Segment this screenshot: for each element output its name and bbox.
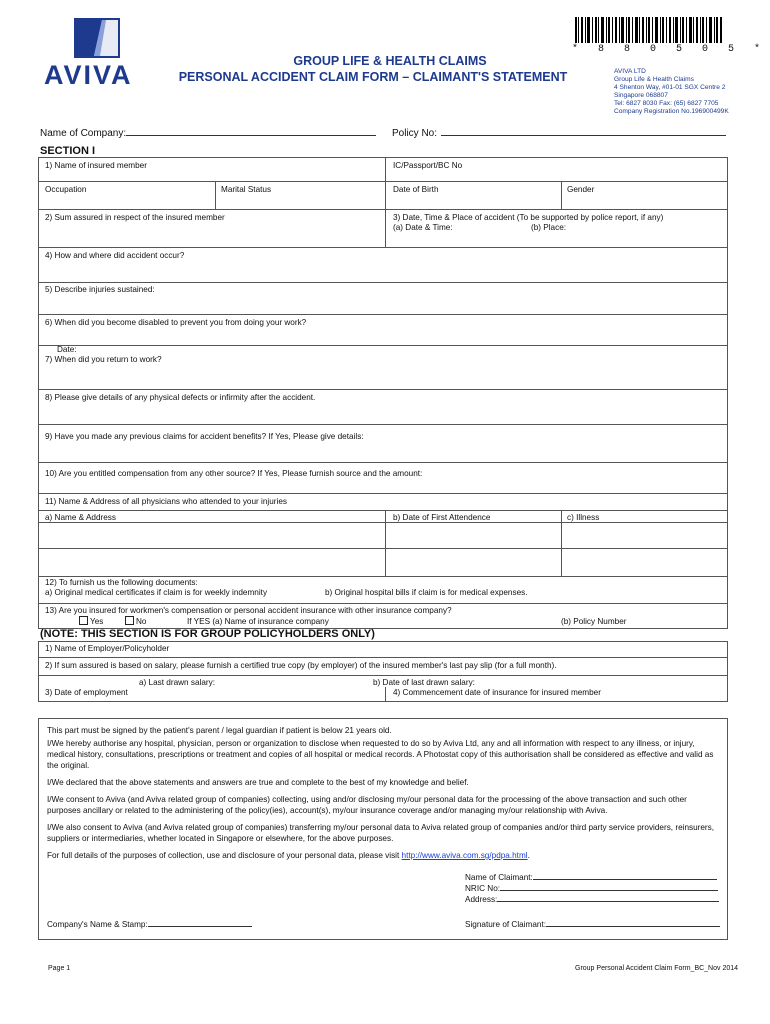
q2-sum-assured-label: 2) Sum assured in respect of the insured member <box>45 213 225 222</box>
claimant-name-field[interactable] <box>465 872 717 883</box>
address-line-input[interactable] <box>497 894 719 902</box>
q12-documents-label: 12) To furnish us the following documents: <box>45 578 198 587</box>
q4-how-where-label: 4) How and where did accident occur? <box>45 251 185 260</box>
company-name-field[interactable] <box>40 126 376 139</box>
q11-physicians-label: 11) Name & Address of all physicians who attended to your injuries <box>45 497 287 506</box>
ic-passport-label: IC/Passport/BC No <box>393 161 463 170</box>
authorisation-paragraph: I/We hereby authorise any hospital, physician, person or organization to disclose when requested to do so by Aviva Ltd, any and all information with respect to any illness, or injury, medical history, consultations, prescriptions or treatment and copies of all hospital or medical records. A Photostat copy of this authorisation shall be considered as effective and valid as the original. <box>47 739 714 770</box>
date-of-birth-label: Date of Birth <box>393 185 439 194</box>
q6-date-label: Date: <box>57 345 77 354</box>
q13b-policy-number-label: (b) Policy Number <box>561 617 627 626</box>
company-name-label: Name of Company: <box>40 128 127 139</box>
company-address <box>614 68 764 117</box>
yes-label: Yes <box>90 617 104 626</box>
company-stamp-line[interactable] <box>148 919 252 927</box>
q3-accident-label: 3) Date, Time & Place of accident (To be supported by police report, if any) <box>393 213 664 222</box>
date-of-employment-label: 3) Date of employment <box>45 688 128 697</box>
address-line: Singapore 068807 <box>614 92 668 100</box>
q7-return-label: 7) When did you return to work? <box>45 355 162 364</box>
form-reference: Group Personal Accident Claim Form_BC_Nov 2014 <box>575 965 739 972</box>
pdpa-text-end: . <box>527 851 530 860</box>
aviva-logo-text: AVIVA <box>44 60 133 90</box>
pdpa-paragraph <box>47 850 719 861</box>
q12a-medical-certificates-label: a) Original medical certificates if claim is for weekly indemnity <box>45 588 268 597</box>
company-stamp-field[interactable] <box>47 919 252 930</box>
aviva-logo-mark-icon <box>74 18 120 58</box>
claimant-name-label: Name of Claimant: <box>465 873 533 882</box>
q13-other-insurance-label: 13) Are you insured for workmen's compensation or personal accident insurance with other insurance company? <box>45 606 452 615</box>
section-i-title: SECTION I <box>40 145 96 157</box>
q12b-hospital-bills-label: b) Original hospital bills if claim is for medical expenses. <box>325 588 528 597</box>
signature-line[interactable] <box>546 919 720 927</box>
pdpa-link[interactable]: http://www.aviva.com.sg/pdpa.html <box>401 851 528 860</box>
page-number: Page 1 <box>48 965 71 972</box>
address-label: Address: <box>465 895 498 904</box>
signature-label: Signature of Claimant: <box>465 920 547 929</box>
q13-no-option[interactable] <box>125 616 146 627</box>
q11c-illness-label: c) Illness <box>567 513 600 522</box>
section-i-table <box>38 157 728 629</box>
commencement-date-label: 4) Commencement date of insurance for insured member <box>393 688 601 697</box>
guardian-note: This part must be signed by the patient's parent / legal guardian if patient is below 21 years old. <box>47 726 392 735</box>
policy-no-label: Policy No: <box>392 128 438 139</box>
last-drawn-salary-label: a) Last drawn salary: <box>139 678 215 687</box>
q13a-insurance-company-label: If YES (a) Name of insurance company <box>187 617 329 626</box>
no-checkbox[interactable] <box>125 616 134 625</box>
gender-label: Gender <box>567 185 595 194</box>
form-title-line1: GROUP LIFE & HEALTH CLAIMS <box>293 54 487 68</box>
q11b-first-attendance-label: b) Date of First Attendence <box>393 513 491 522</box>
pdpa-text: For full details of the purposes of collection, use and disclosure of your personal data, please visit <box>47 851 402 860</box>
q1-insured-member-label: 1) Name of insured member <box>45 161 147 170</box>
q13-yes-option[interactable] <box>79 616 103 627</box>
truth-declaration-paragraph: I/We declared that the above statements and answers are true and complete to the best of my knowledge and belief. <box>47 778 469 787</box>
address-line: AVIVA LTD <box>614 68 646 75</box>
signature-field[interactable] <box>465 919 720 930</box>
address-field[interactable] <box>465 894 719 905</box>
address-line: Group Life & Health Claims <box>614 76 694 84</box>
form-title-line2: PERSONAL ACCIDENT CLAIM FORM – CLAIMANT'S STATEMENT <box>178 70 568 84</box>
q5-injuries-label: 5) Describe injuries sustained: <box>45 285 155 294</box>
nric-line[interactable] <box>500 883 718 891</box>
q6-disabled-label: 6) When did you become disabled to prevent you from doing your work? <box>45 318 307 327</box>
company-stamp-label: Company's Name & Stamp: <box>47 920 148 929</box>
occupation-label: Occupation <box>45 185 87 194</box>
address-line: Tel: 6827 8030 Fax: (65) 6827 7705 <box>614 100 719 108</box>
q11a-name-address-label: a) Name & Address <box>45 513 116 522</box>
employer-policyholder-label: 1) Name of Employer/Policyholder <box>45 644 170 653</box>
no-label: No <box>136 617 147 626</box>
policy-no-field[interactable] <box>392 126 726 139</box>
nric-field[interactable] <box>465 883 718 894</box>
company-name-input-line[interactable] <box>126 126 376 136</box>
consent-transfer-paragraph: I/We also consent to Aviva (and Aviva related group of companies) transferring my/our personal data to Aviva related group of companies and/or third party service providers, reinsurers, suppliers or intermediaries, whether located in Singapore or elsewhere, for the above purposes. <box>47 823 715 843</box>
salary-pay-slip-label: 2) If sum assured is based on salary, please furnish a certified true copy (by employer) of the insured member's last pay slip (for a full month). <box>45 661 557 670</box>
declaration-box <box>38 718 728 940</box>
marital-status-label: Marital Status <box>221 185 272 194</box>
q3a-date-time-label: (a) Date & Time: <box>393 223 453 232</box>
q10-compensation-label: 10) Are you entitled compensation from any other source? If Yes, Please furnish source and the amount: <box>45 469 423 478</box>
group-policyholders-table <box>38 641 728 702</box>
date-last-drawn-salary-label: b) Date of last drawn salary: <box>373 678 475 687</box>
barcode-icon <box>575 17 723 43</box>
q3b-place-label: (b) Place: <box>531 223 567 232</box>
claimant-name-line[interactable] <box>533 872 717 880</box>
group-policyholders-section-title: (NOTE: THIS SECTION IS FOR GROUP POLICYHOLDERS ONLY) <box>40 628 375 640</box>
yes-checkbox[interactable] <box>79 616 88 625</box>
consent-collection-paragraph: I/We consent to Aviva (and Aviva related group of companies) collecting, using and/or disclosing my/our personal data for the processing of the above transaction and such other purposes ancillary or related to the administering of the policy(ies), account(s), my/our insurance coverage and/or managing my/our relationship with Aviva. <box>47 795 687 815</box>
address-line: Company Registration No.196900499K <box>614 108 729 116</box>
address-line: 4 Shenton Way, #01-01 SGX Centre 2 <box>614 84 726 92</box>
q8-defects-label: 8) Please give details of any physical defects or infirmity after the accident. <box>45 393 316 402</box>
q9-previous-claims-label: 9) Have you made any previous claims for accident benefits? If Yes, Please give details: <box>45 432 364 441</box>
barcode-digits: * 8 8 0 5 0 5 * <box>572 44 768 55</box>
nric-label: NRIC No: <box>465 884 501 893</box>
policy-no-input-line[interactable] <box>441 126 726 136</box>
